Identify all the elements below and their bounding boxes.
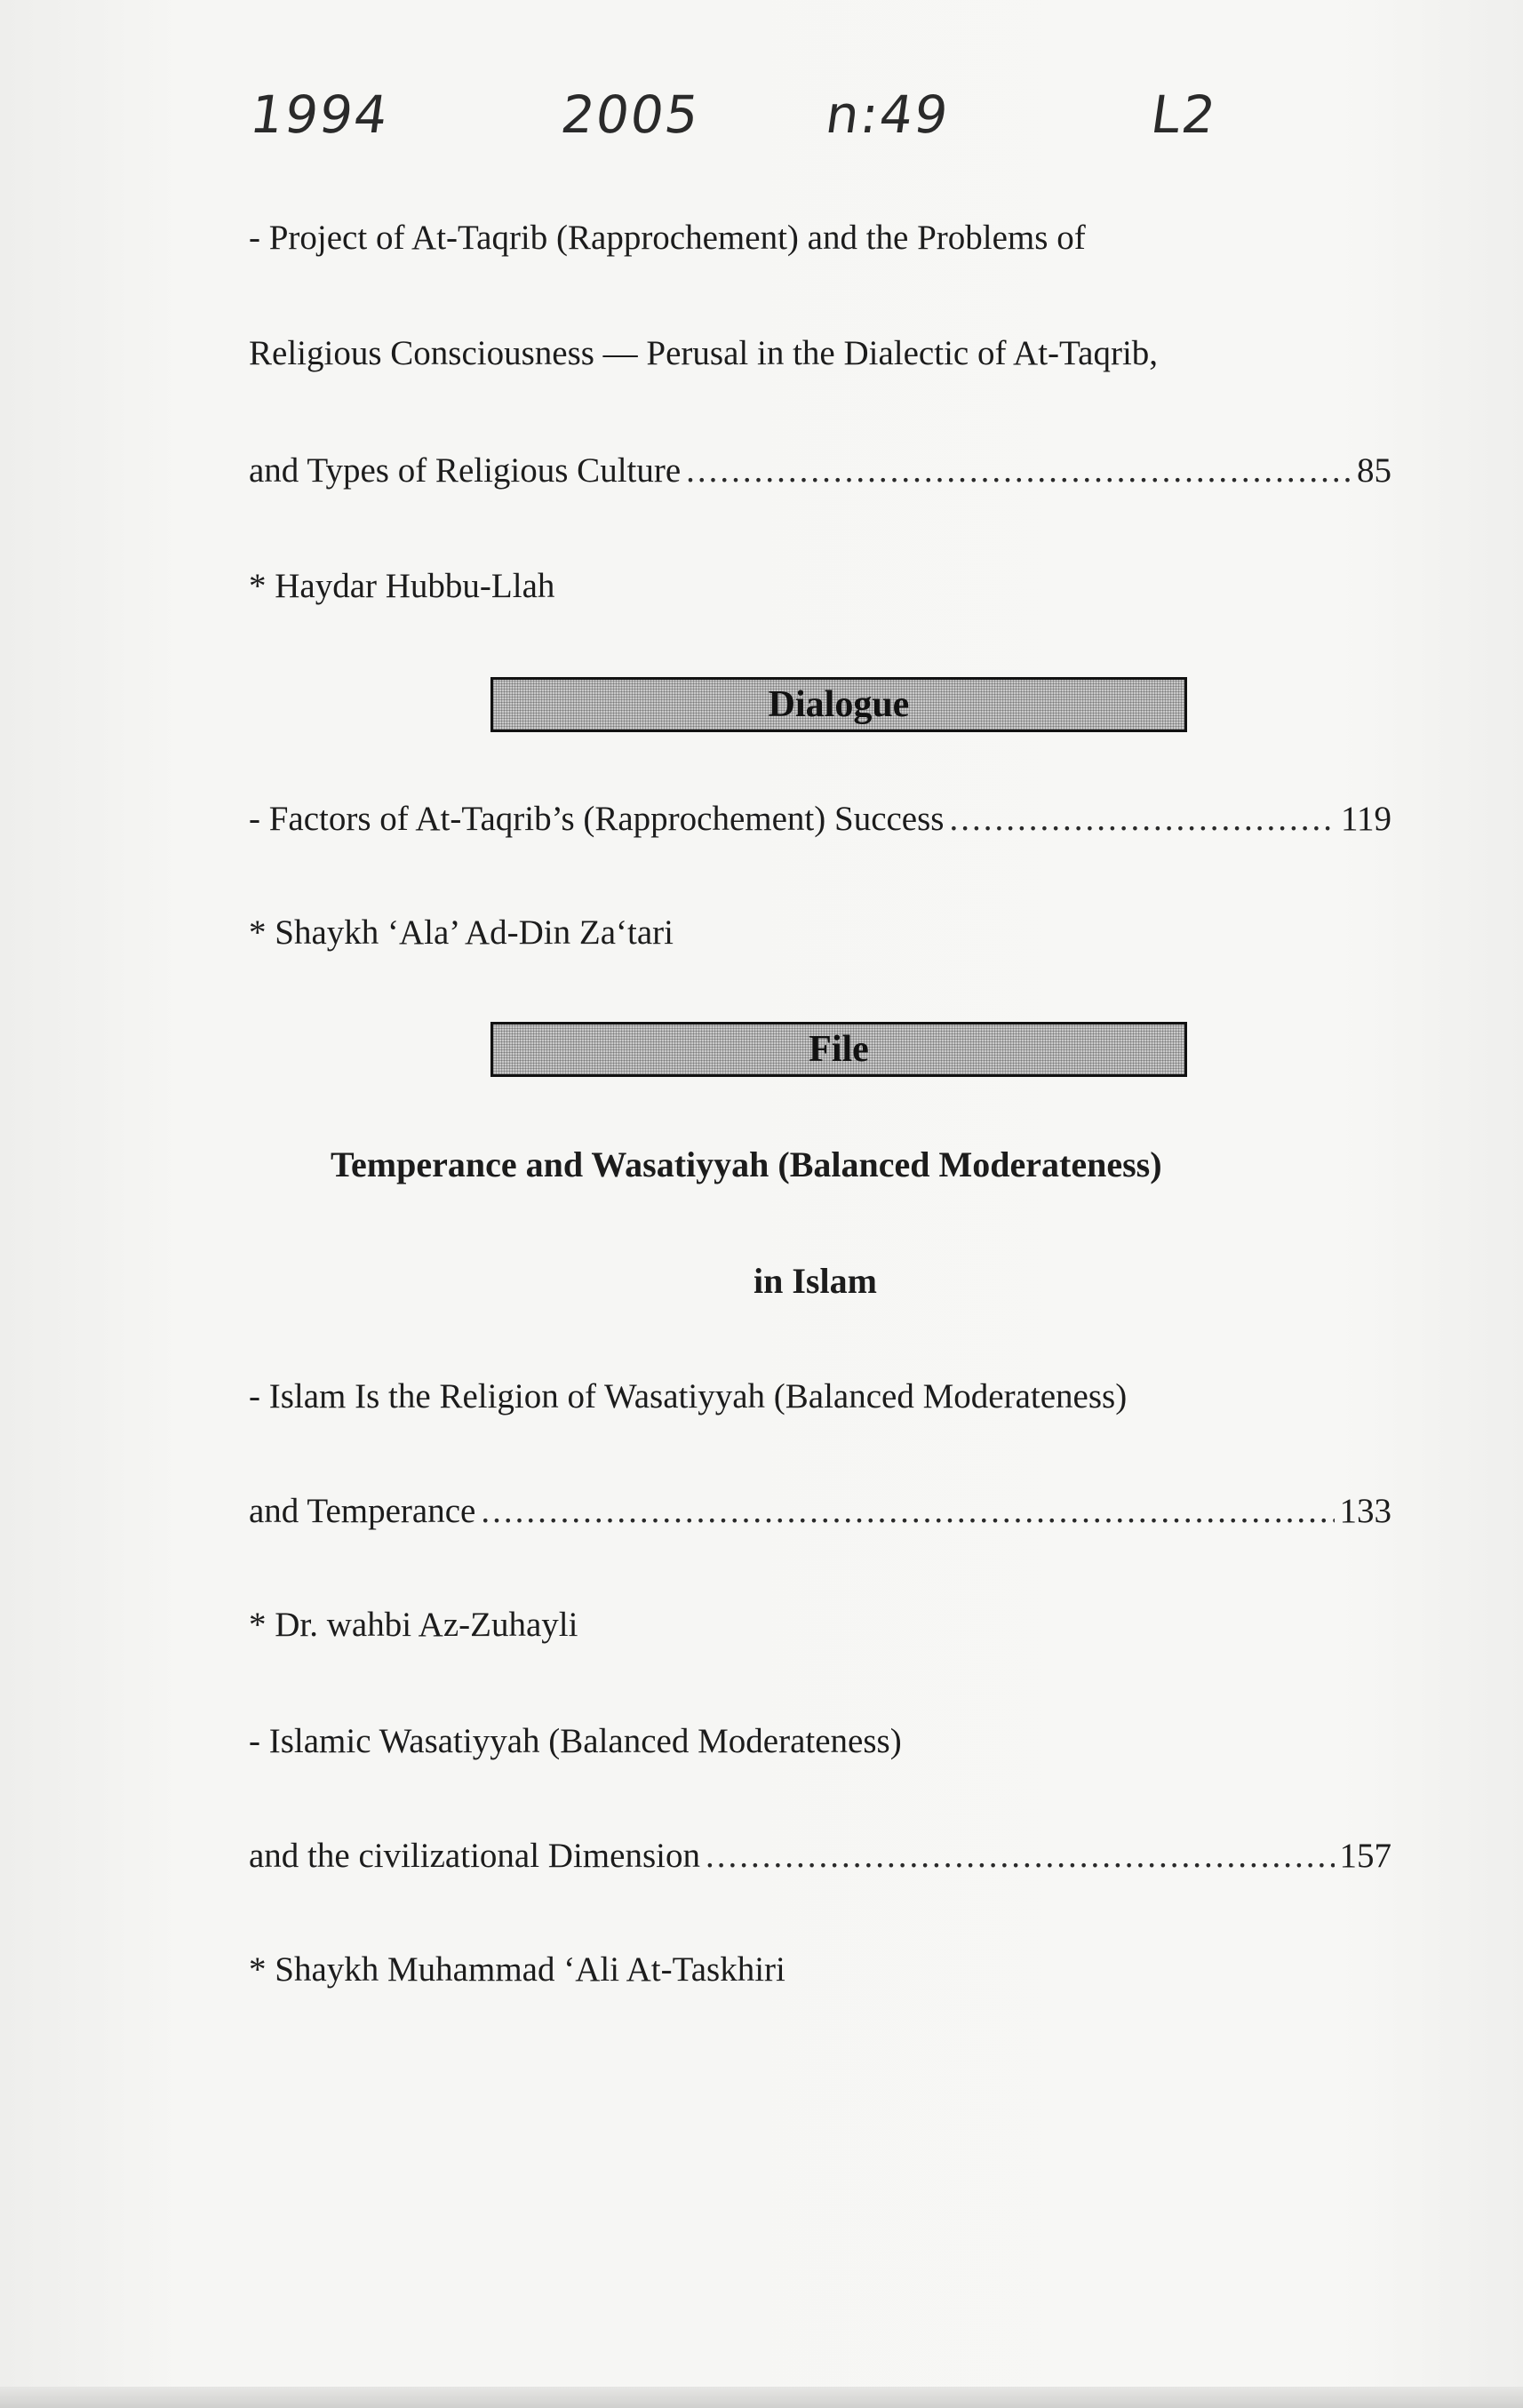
dot-leader: [481, 1490, 1334, 1533]
section-header-file: [490, 1022, 1187, 1077]
toc-entry-1-line-2: Religious Consciousness — Perusal in the Dialectic of At-Taqrib,: [249, 334, 1159, 372]
handwritten-note-year: 1994: [246, 84, 394, 145]
dot-leader: [949, 798, 1335, 841]
handwritten-note-year-2: 2005: [557, 84, 705, 145]
section-header-file-label: File: [809, 1029, 869, 1070]
toc-entry-4-line-2: [249, 1835, 1391, 1878]
toc-entry-1-page: 85: [1357, 451, 1391, 490]
file-heading-line-2: in Islam: [754, 1261, 877, 1301]
toc-entry-3-page: 133: [1339, 1492, 1391, 1530]
toc-entry-1-title-end: and Types of Religious Culture: [249, 451, 682, 490]
toc-entry-3-line-1: - Islam Is the Religion of Wasatiyyah (Balanced Moderateness): [249, 1377, 1128, 1415]
file-heading-line-1: Temperance and Wasatiyyah (Balanced Moderateness): [331, 1144, 1162, 1184]
section-header-dialogue-label: Dialogue: [768, 684, 910, 725]
dot-leader: [686, 450, 1352, 492]
toc-entry-2-page: 119: [1340, 800, 1391, 838]
toc-entry-1-line-3: [249, 450, 1391, 492]
toc-entry-2-author: * Shaykh ‘Ala’ Ad-Din Za‘tari: [249, 913, 674, 952]
toc-entry-1-author: * Haydar Hubbu-Llah: [249, 567, 555, 605]
page-bottom-edge: [0, 2387, 1523, 2408]
toc-entry-1-line-1: - Project of At-Taqrib (Rapprochement) and the Problems of: [249, 219, 1086, 257]
toc-entry-4-line-1: - Islamic Wasatiyyah (Balanced Moderateness): [249, 1722, 902, 1760]
dot-leader: [706, 1835, 1335, 1878]
toc-entry-2: [249, 798, 1391, 841]
toc-entry-3-line-2: [249, 1490, 1391, 1533]
toc-entry-3-title-end: and Temperance: [249, 1492, 476, 1530]
toc-entry-4-page: 157: [1339, 1837, 1391, 1875]
toc-entry-4-author: * Shaykh Muhammad ‘Ali At-Taskhiri: [249, 1950, 785, 1989]
toc-entry-3-author: * Dr. wahbi Az-Zuhayli: [249, 1606, 578, 1644]
handwritten-note-issue: n:49: [822, 84, 953, 145]
section-header-dialogue: [490, 677, 1187, 732]
toc-entry-4-title-end: and the civilizational Dimension: [249, 1837, 700, 1875]
handwritten-note-code: L2: [1147, 84, 1221, 145]
toc-entry-2-title: - Factors of At-Taqrib’s (Rapprochement) Success: [249, 800, 945, 838]
